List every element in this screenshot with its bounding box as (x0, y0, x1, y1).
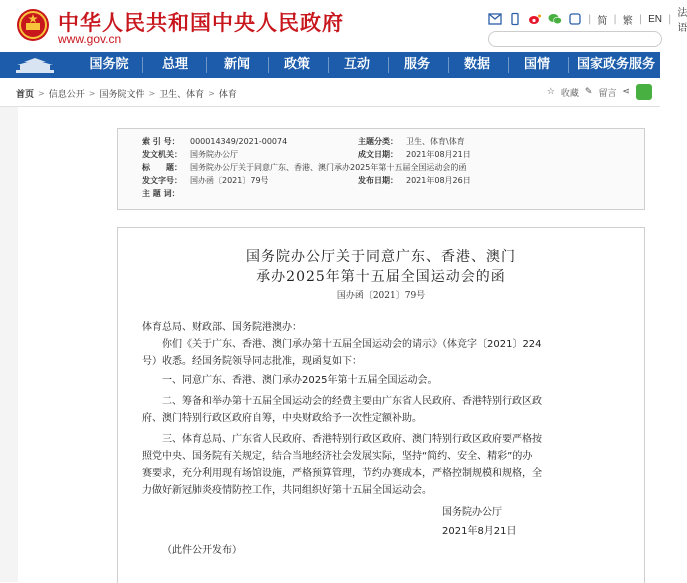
nav-item-state-council[interactable]: 国务院 (89, 57, 129, 72)
nav-item-gov-service[interactable]: 国家政务服务 (576, 57, 655, 72)
paragraph-1-line2: 号）收悉。经国务院领导同志批准，现函复如下： (142, 356, 362, 367)
meta-created-value: 2021年08月21日 (406, 150, 471, 159)
document-signer: 国务院办公厅 (442, 507, 502, 518)
meta-created-label: 成文日期： (358, 150, 398, 159)
paragraph-1-line1: 你们《关于广东、香港、澳门承办第十五届全国运动会的请示》（体竞字〔2021〕224 (142, 339, 542, 350)
breadcrumb-info-public[interactable]: 信息公开 (48, 90, 85, 100)
document-body (117, 227, 645, 583)
chevron-right-icon: > (88, 89, 96, 98)
chevron-right-icon: > (208, 89, 215, 98)
comment-link[interactable]: 留言 (598, 88, 617, 99)
breadcrumb-state-council-docs[interactable]: 国务院文件 (99, 90, 145, 100)
nav-item-news[interactable]: 新闻 (223, 57, 250, 72)
pencil-icon[interactable]: ✎ (584, 87, 593, 97)
breadcrumb-sports[interactable]: 体育 (218, 90, 237, 100)
search-input[interactable] (488, 31, 662, 47)
app-icon[interactable] (568, 13, 582, 25)
breadcrumb-bar (0, 78, 660, 107)
document-title-line1: 国务院办公厅关于同意广东、香港、澳门 (246, 249, 516, 265)
meta-row-keywords (118, 188, 644, 200)
separator: | (668, 13, 672, 25)
meta-topic-label: 主题分类： (358, 137, 398, 146)
meta-row-issuer (118, 149, 644, 161)
site-header (0, 0, 687, 52)
share-icon[interactable]: ⋖ (622, 87, 630, 97)
national-emblem-icon[interactable] (16, 8, 50, 42)
top-tools (488, 8, 687, 34)
meta-index-label: 索 引 号： (142, 137, 180, 146)
nav-divider (206, 57, 207, 73)
meta-docnum-value: 国办函〔2021〕79号 (190, 176, 269, 185)
paragraph-4-line2: 照党中央、国务院有关规定，结合当地经济社会发展实际，坚持“简约、安全、精彩”的办 (142, 451, 533, 462)
weibo-icon[interactable] (528, 13, 542, 25)
meta-index-value: 000014349/2021-00074 (190, 137, 288, 146)
nav-item-data[interactable]: 数据 (463, 57, 490, 72)
document-meta-table (117, 128, 645, 210)
meta-issuer-value: 国务院办公厅 (190, 150, 238, 159)
meta-keywords-label: 主 题 词： (142, 189, 180, 198)
meta-title-value: 国务院办公厅关于同意广东、香港、澳门承办2025年第十五届全国运动会的函 (190, 163, 467, 172)
mail-icon[interactable] (488, 13, 502, 25)
meta-row-title (118, 162, 644, 174)
favorite-link[interactable]: 收藏 (560, 88, 579, 99)
separator: | (638, 13, 643, 25)
wechat-share-icon[interactable] (636, 84, 652, 100)
document-publish-note: （此件公开发布） (162, 545, 242, 556)
paragraph-3-line1: 二、筹备和举办第十五届全国运动会的经费主要由广东省人民政府、香港特别行政区政 (142, 396, 542, 407)
meta-title-label: 标 题： (142, 163, 182, 172)
paragraph-4-line4: 力做好新冠肺炎疫情防控工作，共同组织好第十五届全国运动会。 (142, 485, 432, 496)
paragraph-4-line1: 三、体育总局、广东省人民政府、香港特别行政区政府、澳门特别行政区政府要严格按 (142, 434, 542, 445)
lang-french[interactable]: 法语 (677, 8, 687, 34)
mobile-icon[interactable] (508, 13, 522, 25)
nav-item-premier[interactable]: 总理 (161, 57, 188, 72)
site-title[interactable]: 中华人民共和国中央人民政府 (58, 10, 344, 35)
nav-item-policy[interactable]: 政策 (283, 57, 310, 72)
breadcrumb-health-sports[interactable]: 卫生、体育 (159, 90, 205, 100)
meta-published-value: 2021年08月26日 (406, 176, 471, 185)
nav-divider (142, 57, 143, 73)
meta-row-docnum (118, 175, 644, 187)
nav-divider (568, 57, 569, 73)
separator: | (613, 13, 617, 25)
document-title-line2: 承办2025年第十五届全国运动会的函 (256, 269, 506, 285)
breadcrumb (16, 87, 237, 100)
lang-english[interactable]: EN (648, 13, 663, 25)
lang-traditional[interactable]: 繁 (622, 15, 633, 27)
paragraph-4-line3: 赛要求，充分利用现有场馆设施，严格预算管理，节约办赛成本，严格控制规模和规格，全 (142, 468, 542, 479)
paragraph-2: 一、同意广东、香港、澳门承办2025年第十五届全国运动会。 (142, 375, 438, 386)
chevron-right-icon: > (148, 89, 156, 98)
document-sign-date: 2021年8月21日 (442, 526, 517, 537)
document-number: 国办函〔2021〕79号 (336, 291, 426, 301)
meta-row-index (118, 136, 644, 148)
nav-item-national-info[interactable]: 国情 (523, 57, 550, 72)
page-tools (547, 84, 652, 100)
breadcrumb-home[interactable]: 首页 (16, 90, 35, 100)
meta-published-label: 发布日期： (358, 176, 398, 185)
nav-item-service[interactable]: 服务 (403, 57, 430, 72)
wechat-icon[interactable] (548, 13, 562, 25)
paragraph-3-line2: 府、澳门特别行政区政府自筹，中央财政给予一次性定额补助。 (142, 413, 422, 424)
lang-simplified[interactable]: 简 (597, 15, 608, 27)
site-url[interactable]: www.gov.cn (58, 32, 122, 46)
meta-topic-value: 卫生、体育\体育 (406, 137, 465, 146)
tiananmen-logo-icon[interactable] (0, 52, 70, 78)
meta-issuer-label: 发文机关： (142, 150, 182, 159)
main-nav (0, 52, 660, 78)
chevron-right-icon: > (38, 89, 45, 98)
nav-item-interaction[interactable]: 互动 (343, 57, 370, 72)
separator: | (588, 13, 592, 25)
document-addressee: 体育总局、财政部、国务院港澳办： (142, 322, 302, 333)
star-icon[interactable]: ☆ (546, 87, 555, 97)
meta-docnum-label: 发文字号： (142, 176, 182, 185)
